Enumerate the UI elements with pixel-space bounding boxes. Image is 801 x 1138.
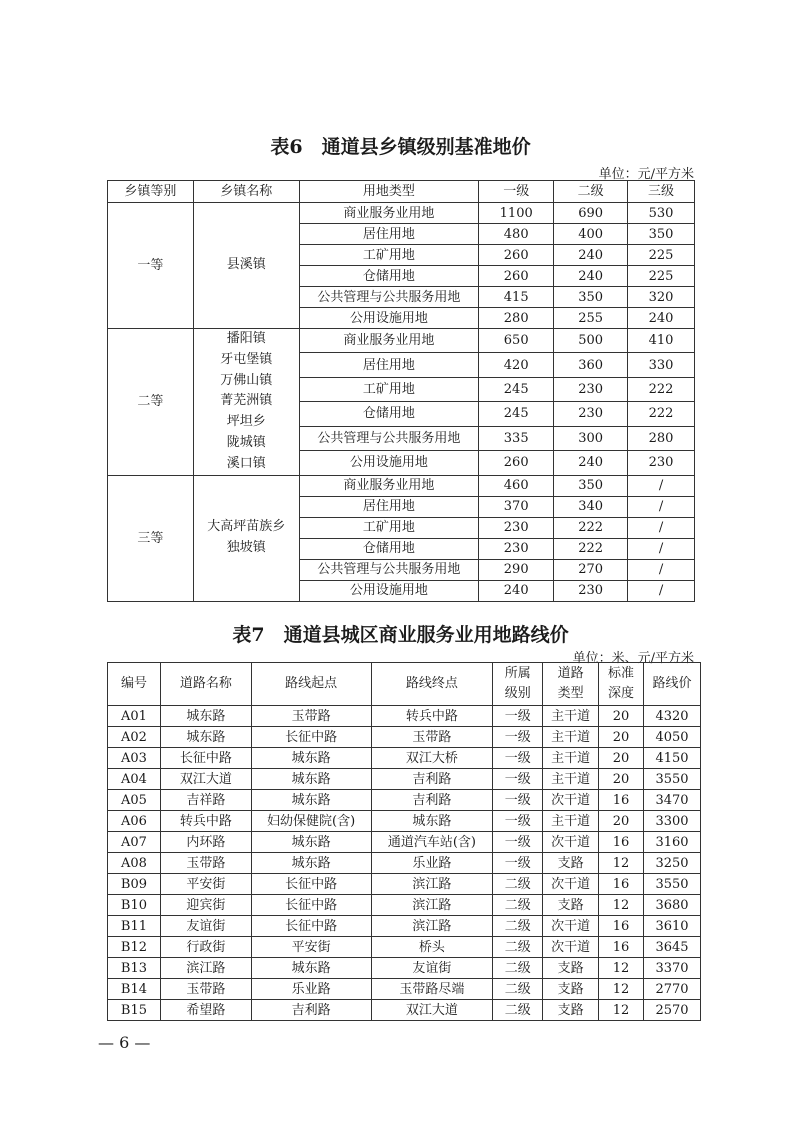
land-type-cell: 公共管理与公共服务用地 bbox=[299, 426, 479, 450]
table-cell: B10 bbox=[108, 895, 161, 916]
header-line: 路线终点 bbox=[405, 676, 458, 691]
table-cell: 二级 bbox=[493, 958, 543, 979]
town-name: 坪坦乡 bbox=[226, 414, 266, 430]
table-row bbox=[108, 811, 701, 832]
price-cell: 290 bbox=[479, 559, 554, 580]
table-cell: 友谊街 bbox=[371, 958, 493, 979]
price-cell: 350 bbox=[554, 287, 628, 308]
table-row bbox=[108, 769, 701, 790]
price-cell: 500 bbox=[554, 329, 628, 353]
land-type-cell: 商业服务业用地 bbox=[299, 329, 479, 353]
table-cell: 12 bbox=[599, 1000, 644, 1021]
town-name: 万佛山镇 bbox=[220, 372, 273, 388]
town-names-cell bbox=[193, 203, 299, 329]
price-cell: 330 bbox=[628, 353, 695, 377]
price-cell: 230 bbox=[628, 451, 695, 475]
table-cell: 滨江路 bbox=[371, 916, 493, 937]
table-cell: 城东路 bbox=[251, 853, 371, 874]
table-cell: 主干道 bbox=[543, 727, 599, 748]
header-line: 道路名称 bbox=[179, 676, 232, 691]
land-type-cell: 居住用地 bbox=[299, 224, 479, 245]
table-cell: 双江大道 bbox=[160, 769, 251, 790]
grade-cell: 二等 bbox=[108, 329, 194, 476]
land-type-cell: 公用设施用地 bbox=[299, 308, 479, 329]
page-number: — 6 — bbox=[98, 1033, 151, 1052]
price-cell: 245 bbox=[479, 402, 554, 426]
header-line: 标准 bbox=[608, 666, 635, 681]
table-cell: 长征中路 bbox=[251, 874, 371, 895]
table-cell: 一级 bbox=[493, 790, 543, 811]
price-cell: 240 bbox=[554, 451, 628, 475]
table7-title: 表7 通道县城区商业服务业用地路线价 bbox=[232, 624, 569, 646]
table-cell: 城东路 bbox=[160, 706, 251, 727]
price-cell: 400 bbox=[554, 224, 628, 245]
table-cell: 城东路 bbox=[160, 727, 251, 748]
price-cell: 230 bbox=[479, 517, 554, 538]
table-row bbox=[108, 727, 701, 748]
header-line: 深度 bbox=[608, 686, 635, 701]
table-cell: 一级 bbox=[493, 769, 543, 790]
price-cell: 410 bbox=[628, 329, 695, 353]
price-cell: 1100 bbox=[479, 203, 554, 224]
town-name: 溪口镇 bbox=[226, 455, 266, 471]
table-cell: 城东路 bbox=[371, 811, 493, 832]
table-cell: 3160 bbox=[644, 832, 701, 853]
table-cell: 3250 bbox=[644, 853, 701, 874]
price-cell: 260 bbox=[479, 266, 554, 287]
table-cell: 妇幼保健院(含) bbox=[251, 811, 371, 832]
table-cell: 滨江路 bbox=[160, 958, 251, 979]
price-cell: 360 bbox=[554, 353, 628, 377]
table-cell: B15 bbox=[108, 1000, 161, 1021]
table-cell: B13 bbox=[108, 958, 161, 979]
table-cell: 一级 bbox=[493, 853, 543, 874]
table-cell: 次干道 bbox=[543, 937, 599, 958]
header-line: 编号 bbox=[120, 676, 147, 691]
table6-title: 表6 通道县乡镇级别基准地价 bbox=[270, 136, 531, 158]
table-cell: 一级 bbox=[493, 832, 543, 853]
price-cell: 230 bbox=[554, 402, 628, 426]
price-cell: 255 bbox=[554, 308, 628, 329]
table-cell: 长征中路 bbox=[251, 727, 371, 748]
header-line: 路线起点 bbox=[285, 676, 338, 691]
table-cell: 转兵中路 bbox=[160, 811, 251, 832]
table-cell: B14 bbox=[108, 979, 161, 1000]
table-cell: 滨江路 bbox=[371, 874, 493, 895]
table-cell: 3680 bbox=[644, 895, 701, 916]
price-cell: 650 bbox=[479, 329, 554, 353]
price-cell: 280 bbox=[479, 308, 554, 329]
grade-cell: 一等 bbox=[108, 203, 194, 329]
price-cell: 530 bbox=[628, 203, 695, 224]
land-type-cell: 商业服务业用地 bbox=[299, 475, 479, 496]
table-row bbox=[108, 958, 701, 979]
table-cell: 城东路 bbox=[251, 790, 371, 811]
land-type-cell: 公用设施用地 bbox=[299, 580, 479, 601]
price-cell: 460 bbox=[479, 475, 554, 496]
table-cell: 转兵中路 bbox=[371, 706, 493, 727]
table-cell: B11 bbox=[108, 916, 161, 937]
table-row bbox=[108, 1000, 701, 1021]
price-cell: / bbox=[628, 580, 695, 601]
land-type-cell: 仓储用地 bbox=[299, 402, 479, 426]
table-cell: 长征中路 bbox=[251, 916, 371, 937]
table-cell: A06 bbox=[108, 811, 161, 832]
header-cell: 一级 bbox=[479, 181, 554, 203]
table-row bbox=[108, 475, 695, 496]
table-cell: 3550 bbox=[644, 874, 701, 895]
table-cell: 4150 bbox=[644, 748, 701, 769]
table-cell: 4320 bbox=[644, 706, 701, 727]
town-name: 大高坪苗族乡 bbox=[207, 519, 286, 535]
table-cell: 长征中路 bbox=[160, 748, 251, 769]
price-cell: 240 bbox=[554, 245, 628, 266]
town-name: 播阳镇 bbox=[226, 331, 266, 346]
table-cell: 城东路 bbox=[251, 958, 371, 979]
table-cell: 通道汽车站(含) bbox=[371, 832, 493, 853]
table-cell: 玉带路 bbox=[251, 706, 371, 727]
table-cell: 主干道 bbox=[543, 748, 599, 769]
header-cell bbox=[599, 663, 644, 706]
price-cell: 415 bbox=[479, 287, 554, 308]
table-cell: 主干道 bbox=[543, 769, 599, 790]
town-name: 牙屯堡镇 bbox=[220, 351, 273, 367]
price-cell: 245 bbox=[479, 377, 554, 401]
table7-header-row bbox=[108, 663, 701, 706]
header-line: 路线价 bbox=[652, 676, 692, 691]
price-cell: 280 bbox=[628, 426, 695, 450]
table-cell: 一级 bbox=[493, 727, 543, 748]
table-cell: 3300 bbox=[644, 811, 701, 832]
price-cell: 230 bbox=[479, 538, 554, 559]
table6-header-row bbox=[108, 181, 695, 203]
table-cell: 次干道 bbox=[543, 916, 599, 937]
price-cell: 350 bbox=[628, 224, 695, 245]
price-cell: 230 bbox=[554, 377, 628, 401]
table-cell: 次干道 bbox=[543, 874, 599, 895]
table-cell: 16 bbox=[599, 874, 644, 895]
table-cell: 支路 bbox=[543, 895, 599, 916]
header-cell bbox=[644, 663, 701, 706]
header-cell bbox=[160, 663, 251, 706]
table-cell: 希望路 bbox=[160, 1000, 251, 1021]
table-cell: 吉利路 bbox=[371, 790, 493, 811]
table-cell: 16 bbox=[599, 832, 644, 853]
table-cell: 4050 bbox=[644, 727, 701, 748]
land-type-cell: 仓储用地 bbox=[299, 538, 479, 559]
price-cell: 320 bbox=[628, 287, 695, 308]
table-cell: 3645 bbox=[644, 937, 701, 958]
table-cell: 城东路 bbox=[251, 832, 371, 853]
table-cell: 玉带路 bbox=[160, 853, 251, 874]
price-cell: 260 bbox=[479, 245, 554, 266]
table-cell: 乐业路 bbox=[371, 853, 493, 874]
table-cell: 支路 bbox=[543, 958, 599, 979]
table-cell: A01 bbox=[108, 706, 161, 727]
table-row bbox=[108, 790, 701, 811]
land-type-cell: 公共管理与公共服务用地 bbox=[299, 559, 479, 580]
table-cell: 16 bbox=[599, 916, 644, 937]
table-cell: A04 bbox=[108, 769, 161, 790]
table-cell: 玉带路 bbox=[160, 979, 251, 1000]
table-cell: 2770 bbox=[644, 979, 701, 1000]
table-row bbox=[108, 937, 701, 958]
table-cell: 平安街 bbox=[251, 937, 371, 958]
header-cell: 乡镇等别 bbox=[108, 181, 194, 203]
land-type-cell: 工矿用地 bbox=[299, 517, 479, 538]
table-cell: 二级 bbox=[493, 979, 543, 1000]
header-line: 类型 bbox=[557, 686, 584, 701]
table-cell: A03 bbox=[108, 748, 161, 769]
price-cell: 225 bbox=[628, 266, 695, 287]
table-cell: 20 bbox=[599, 706, 644, 727]
table-cell: 二级 bbox=[493, 937, 543, 958]
table-cell: 玉带路尽端 bbox=[371, 979, 493, 1000]
table-cell: 吉利路 bbox=[371, 769, 493, 790]
price-cell: 340 bbox=[554, 496, 628, 517]
header-cell bbox=[251, 663, 371, 706]
table-cell: 迎宾街 bbox=[160, 895, 251, 916]
price-cell: 480 bbox=[479, 224, 554, 245]
header-cell bbox=[493, 663, 543, 706]
table-cell: 20 bbox=[599, 811, 644, 832]
table-cell: 主干道 bbox=[543, 706, 599, 727]
table-cell: 20 bbox=[599, 727, 644, 748]
table6 bbox=[107, 180, 695, 602]
land-type-cell: 居住用地 bbox=[299, 353, 479, 377]
table-cell: 一级 bbox=[493, 748, 543, 769]
table-cell: 二级 bbox=[493, 874, 543, 895]
table-cell: 次干道 bbox=[543, 790, 599, 811]
table-row bbox=[108, 832, 701, 853]
table-cell: 一级 bbox=[493, 811, 543, 832]
price-cell: 222 bbox=[628, 377, 695, 401]
table-cell: A05 bbox=[108, 790, 161, 811]
table-cell: 吉祥路 bbox=[160, 790, 251, 811]
table-row bbox=[108, 895, 701, 916]
table-row bbox=[108, 706, 701, 727]
header-cell: 三级 bbox=[628, 181, 695, 203]
price-cell: 222 bbox=[628, 402, 695, 426]
town-names-cell bbox=[193, 475, 299, 601]
table7-unit: 单位：米、元/平方米 bbox=[572, 651, 694, 666]
table-cell: 二级 bbox=[493, 1000, 543, 1021]
land-type-cell: 公共管理与公共服务用地 bbox=[299, 287, 479, 308]
table-cell: 双江大道 bbox=[371, 1000, 493, 1021]
price-cell: 240 bbox=[479, 580, 554, 601]
land-type-cell: 商业服务业用地 bbox=[299, 203, 479, 224]
table-cell: 友谊街 bbox=[160, 916, 251, 937]
table-cell: 主干道 bbox=[543, 811, 599, 832]
price-cell: / bbox=[628, 475, 695, 496]
town-name: 陇城镇 bbox=[226, 434, 266, 450]
table-cell: 内环路 bbox=[160, 832, 251, 853]
table-cell: A07 bbox=[108, 832, 161, 853]
table-cell: 长征中路 bbox=[251, 895, 371, 916]
town-name: 县溪镇 bbox=[226, 257, 266, 273]
price-cell: 420 bbox=[479, 353, 554, 377]
table-cell: 城东路 bbox=[251, 769, 371, 790]
land-type-cell: 仓储用地 bbox=[299, 266, 479, 287]
table-cell: 城东路 bbox=[251, 748, 371, 769]
table-cell: 二级 bbox=[493, 916, 543, 937]
price-cell: 225 bbox=[628, 245, 695, 266]
town-name: 菁芜洲镇 bbox=[220, 393, 273, 409]
table-row bbox=[108, 979, 701, 1000]
table-cell: 支路 bbox=[543, 853, 599, 874]
table-row bbox=[108, 874, 701, 895]
table-cell: 一级 bbox=[493, 706, 543, 727]
land-type-cell: 居住用地 bbox=[299, 496, 479, 517]
table-cell: 16 bbox=[599, 790, 644, 811]
table-cell: 12 bbox=[599, 979, 644, 1000]
table-cell: 3610 bbox=[644, 916, 701, 937]
price-cell: 260 bbox=[479, 451, 554, 475]
table-row bbox=[108, 853, 701, 874]
grade-cell: 三等 bbox=[108, 475, 194, 601]
land-type-cell: 工矿用地 bbox=[299, 377, 479, 401]
table-cell: 双江大桥 bbox=[371, 748, 493, 769]
table-cell: 玉带路 bbox=[371, 727, 493, 748]
table-cell: 12 bbox=[599, 895, 644, 916]
table-row bbox=[108, 916, 701, 937]
table-cell: A02 bbox=[108, 727, 161, 748]
price-cell: 370 bbox=[479, 496, 554, 517]
table7 bbox=[107, 662, 701, 1021]
header-cell: 二级 bbox=[554, 181, 628, 203]
price-cell: / bbox=[628, 517, 695, 538]
table-cell: 2570 bbox=[644, 1000, 701, 1021]
table-cell: 吉利路 bbox=[251, 1000, 371, 1021]
header-line: 所属 bbox=[504, 666, 531, 681]
header-line: 级别 bbox=[504, 686, 531, 701]
header-line: 道路 bbox=[557, 666, 584, 681]
price-cell: 240 bbox=[628, 308, 695, 329]
table6-unit: 单位：元/平方米 bbox=[598, 167, 694, 182]
table-cell: 20 bbox=[599, 769, 644, 790]
table-cell: 行政街 bbox=[160, 937, 251, 958]
table-cell: 次干道 bbox=[543, 832, 599, 853]
town-name: 独坡镇 bbox=[226, 540, 266, 556]
price-cell: 222 bbox=[554, 517, 628, 538]
header-cell bbox=[543, 663, 599, 706]
header-cell: 用地类型 bbox=[299, 181, 479, 203]
land-type-cell: 工矿用地 bbox=[299, 245, 479, 266]
header-cell bbox=[371, 663, 493, 706]
land-type-cell: 公用设施用地 bbox=[299, 451, 479, 475]
table-row bbox=[108, 329, 695, 353]
price-cell: 335 bbox=[479, 426, 554, 450]
table-cell: 3370 bbox=[644, 958, 701, 979]
price-cell: / bbox=[628, 496, 695, 517]
price-cell: 270 bbox=[554, 559, 628, 580]
price-cell: 690 bbox=[554, 203, 628, 224]
table-row bbox=[108, 748, 701, 769]
header-cell bbox=[108, 663, 161, 706]
table-cell: 平安街 bbox=[160, 874, 251, 895]
table-cell: 支路 bbox=[543, 1000, 599, 1021]
table-cell: 12 bbox=[599, 853, 644, 874]
town-names-cell bbox=[193, 329, 299, 476]
table-cell: 16 bbox=[599, 937, 644, 958]
table-cell: 3550 bbox=[644, 769, 701, 790]
table-cell: 二级 bbox=[493, 895, 543, 916]
table-cell: 12 bbox=[599, 958, 644, 979]
price-cell: 230 bbox=[554, 580, 628, 601]
table-cell: 支路 bbox=[543, 979, 599, 1000]
header-cell: 乡镇名称 bbox=[193, 181, 299, 203]
price-cell: 222 bbox=[554, 538, 628, 559]
table-row bbox=[108, 203, 695, 224]
price-cell: 240 bbox=[554, 266, 628, 287]
price-cell: / bbox=[628, 538, 695, 559]
price-cell: / bbox=[628, 559, 695, 580]
table-cell: B12 bbox=[108, 937, 161, 958]
table-cell: 乐业路 bbox=[251, 979, 371, 1000]
table-cell: A08 bbox=[108, 853, 161, 874]
price-cell: 300 bbox=[554, 426, 628, 450]
price-cell: 350 bbox=[554, 475, 628, 496]
table-cell: 3470 bbox=[644, 790, 701, 811]
table-cell: 20 bbox=[599, 748, 644, 769]
table-cell: 滨江路 bbox=[371, 895, 493, 916]
table-cell: 桥头 bbox=[371, 937, 493, 958]
table-cell: B09 bbox=[108, 874, 161, 895]
